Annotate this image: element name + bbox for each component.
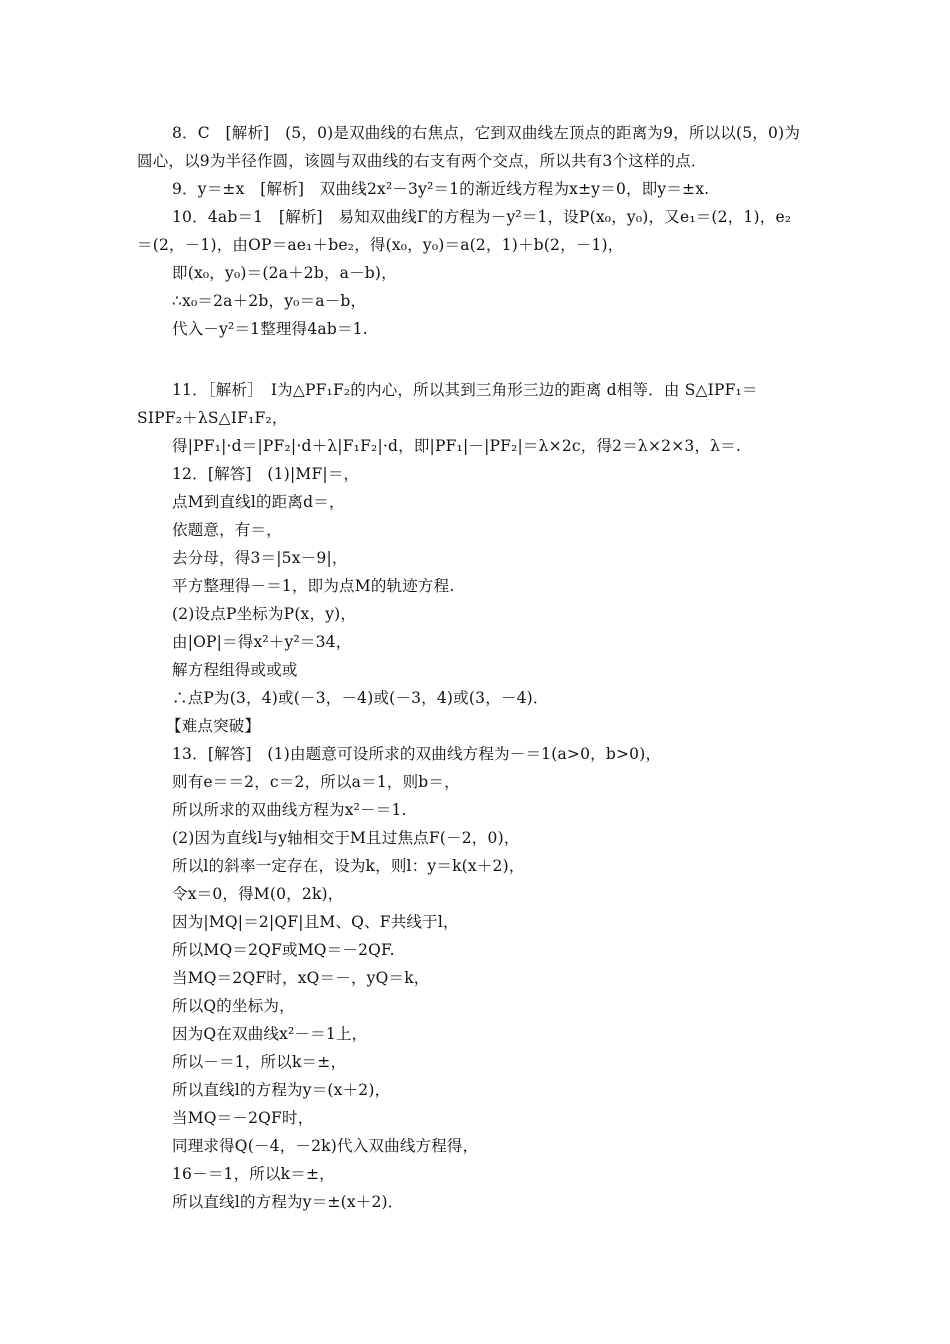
text-line: 圆心，以9为半径作圆，该圆与双曲线的右支有两个交点，所以共有3个这样的点． [137, 152, 707, 170]
text-line: 即(x₀，y₀)＝(2a＋2b，a－b)， [172, 264, 397, 282]
text-line: 8．C [解析] (5，0)是双曲线的右焦点，它到双曲线左顶点的距离为9，所以以(5，0)为 [172, 124, 801, 142]
text-line: ∴点P为(3，4)或(－3，－4)或(－3，4)或(3，－4)． [172, 689, 549, 707]
text-line: (2)因为直线l与y轴相交于M且过焦点F(－2，0)， [172, 829, 520, 847]
text-line: 由|OP|＝得x²＋y²＝34， [172, 633, 352, 651]
text-line: 依题意，有＝， [172, 521, 282, 539]
text-line: 所以MQ＝2QF或MQ＝－2QF. [172, 941, 395, 959]
text-line: 解方程组得或或或 [172, 661, 298, 679]
text-line: 9．y＝±x [解析] 双曲线2x²－3y²＝1的渐近线方程为x±y＝0，即y＝±x. [172, 180, 710, 198]
text-line: (2)设点P坐标为P(x，y)， [172, 605, 357, 623]
section-heading: 【难点突破】 [166, 717, 261, 735]
text-line: 平方整理得－＝1，即为点M的轨迹方程. [172, 577, 455, 595]
text-line: 16－＝1，所以k＝±， [172, 1165, 335, 1183]
text-line: 所以所求的双曲线方程为x²－＝1. [172, 801, 407, 819]
text-line: 所以－＝1，所以k＝±， [172, 1053, 347, 1071]
text-line: ＝(2，－1)，由OP＝ae₁＋be₂，得(x₀，y₀)＝a(2，1)＋b(2，－1)， [137, 236, 624, 254]
text-line: SIPF₂＋λS△IF₁F₂， [137, 409, 288, 427]
text-line: 所以直线l的方程为y＝(x＋2)， [172, 1081, 391, 1099]
text-line: 代入－y²＝1整理得4ab＝1. [172, 320, 368, 338]
text-line: 去分母，得3＝|5x－9|， [172, 549, 348, 567]
text-line: 10．4ab＝1 [解析] 易知双曲线Γ的方程为－y²＝1，设P(x₀，y₀)，又e₁＝(2，1)，e₂ [172, 208, 792, 226]
text-line: 因为Q在双曲线x²－＝1上， [172, 1025, 368, 1043]
text-line: ∴x₀＝2a＋2b，y₀＝a－b， [172, 292, 367, 310]
text-line: 所以l的斜率一定存在，设为k，则l：y＝k(x＋2)， [172, 857, 525, 875]
text-line: 同理求得Q(－4，－2k)代入双曲线方程得， [172, 1137, 479, 1155]
text-line: 12．[解答] (1)|MF|＝， [172, 465, 360, 483]
text-line: 则有e＝＝2，c＝2，所以a＝1，则b＝， [172, 773, 460, 791]
text-line: 当MQ＝－2QF时， [172, 1109, 314, 1127]
text-line: 得|PF₁|·d＝|PF₂|·d＋λ|F₁F₂|·d，即|PF₁|－|PF₂|＝λ×2c，得2＝λ×2×3，λ＝. [172, 437, 742, 455]
text-line: 当MQ＝2QF时，xQ＝－，yQ＝k， [172, 969, 430, 987]
text-line: 因为|MQ|＝2|QF|且M、Q、F共线于l， [172, 913, 459, 931]
text-line: 所以Q的坐标为， [172, 997, 295, 1015]
text-line: 13．[解答] (1)由题意可设所求的双曲线方程为－＝1(a>0，b>0)， [172, 745, 662, 763]
text-line: 令x＝0，得M(0，2k)， [172, 885, 344, 903]
text-line: 所以直线l的方程为y＝±(x＋2)． [172, 1193, 404, 1211]
text-line: 点M到直线l的距离d＝， [172, 493, 345, 511]
text-line: 11．［解析］ I为△PF₁F₂的内心，所以其到三角形三边的距离 d相等．由 S△IPF₁＝ [172, 381, 758, 399]
